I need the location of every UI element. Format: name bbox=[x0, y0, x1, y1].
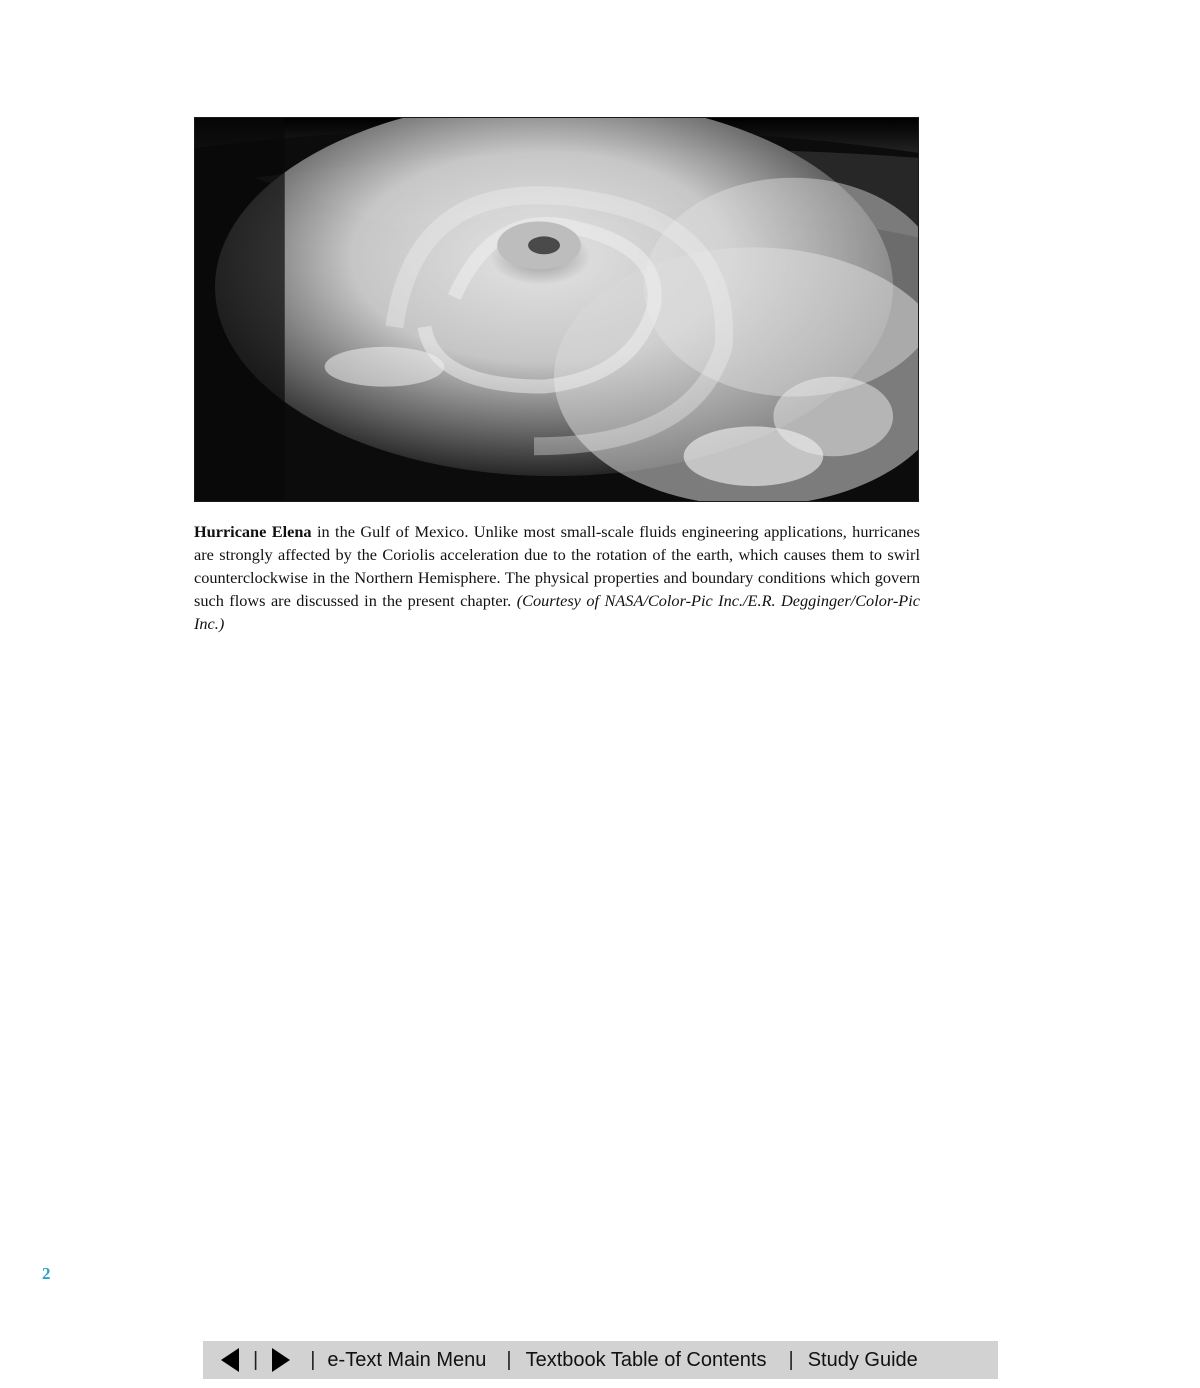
caption-lead: Hurricane Elena bbox=[194, 522, 312, 541]
nav-separator: | bbox=[788, 1348, 794, 1371]
nav-separator: | bbox=[310, 1348, 316, 1371]
table-of-contents-link[interactable]: Textbook Table of Contents bbox=[525, 1348, 767, 1371]
page-number: 2 bbox=[42, 1264, 51, 1283]
study-guide-link[interactable]: Study Guide bbox=[807, 1348, 918, 1371]
hurricane-photo bbox=[194, 117, 919, 502]
caption-credit: (Courtesy of NASA/Color-Pic Inc./E.R. Degginger/Color-Pic Inc.) bbox=[194, 591, 920, 633]
triangle-left-icon[interactable] bbox=[219, 1347, 241, 1373]
nav-separator: | bbox=[506, 1348, 512, 1371]
triangle-right-icon[interactable] bbox=[270, 1347, 292, 1373]
main-menu-link[interactable]: e-Text Main Menu bbox=[327, 1348, 487, 1371]
nav-separator: | bbox=[253, 1348, 259, 1371]
caption-body: in the Gulf of Mexico. Unlike most small-scale fluids engineering applications, hurricanes are strongly affected by the Coriolis acceleration due to the rotation of the earth, which causes them to swirl counterclockwise in the Northern Hemisphere. The physical properties and boundary conditions which govern such flows are discussed in the present chapter. bbox=[194, 522, 920, 610]
figure-caption bbox=[194, 520, 920, 635]
navigation-bar bbox=[203, 1341, 998, 1379]
